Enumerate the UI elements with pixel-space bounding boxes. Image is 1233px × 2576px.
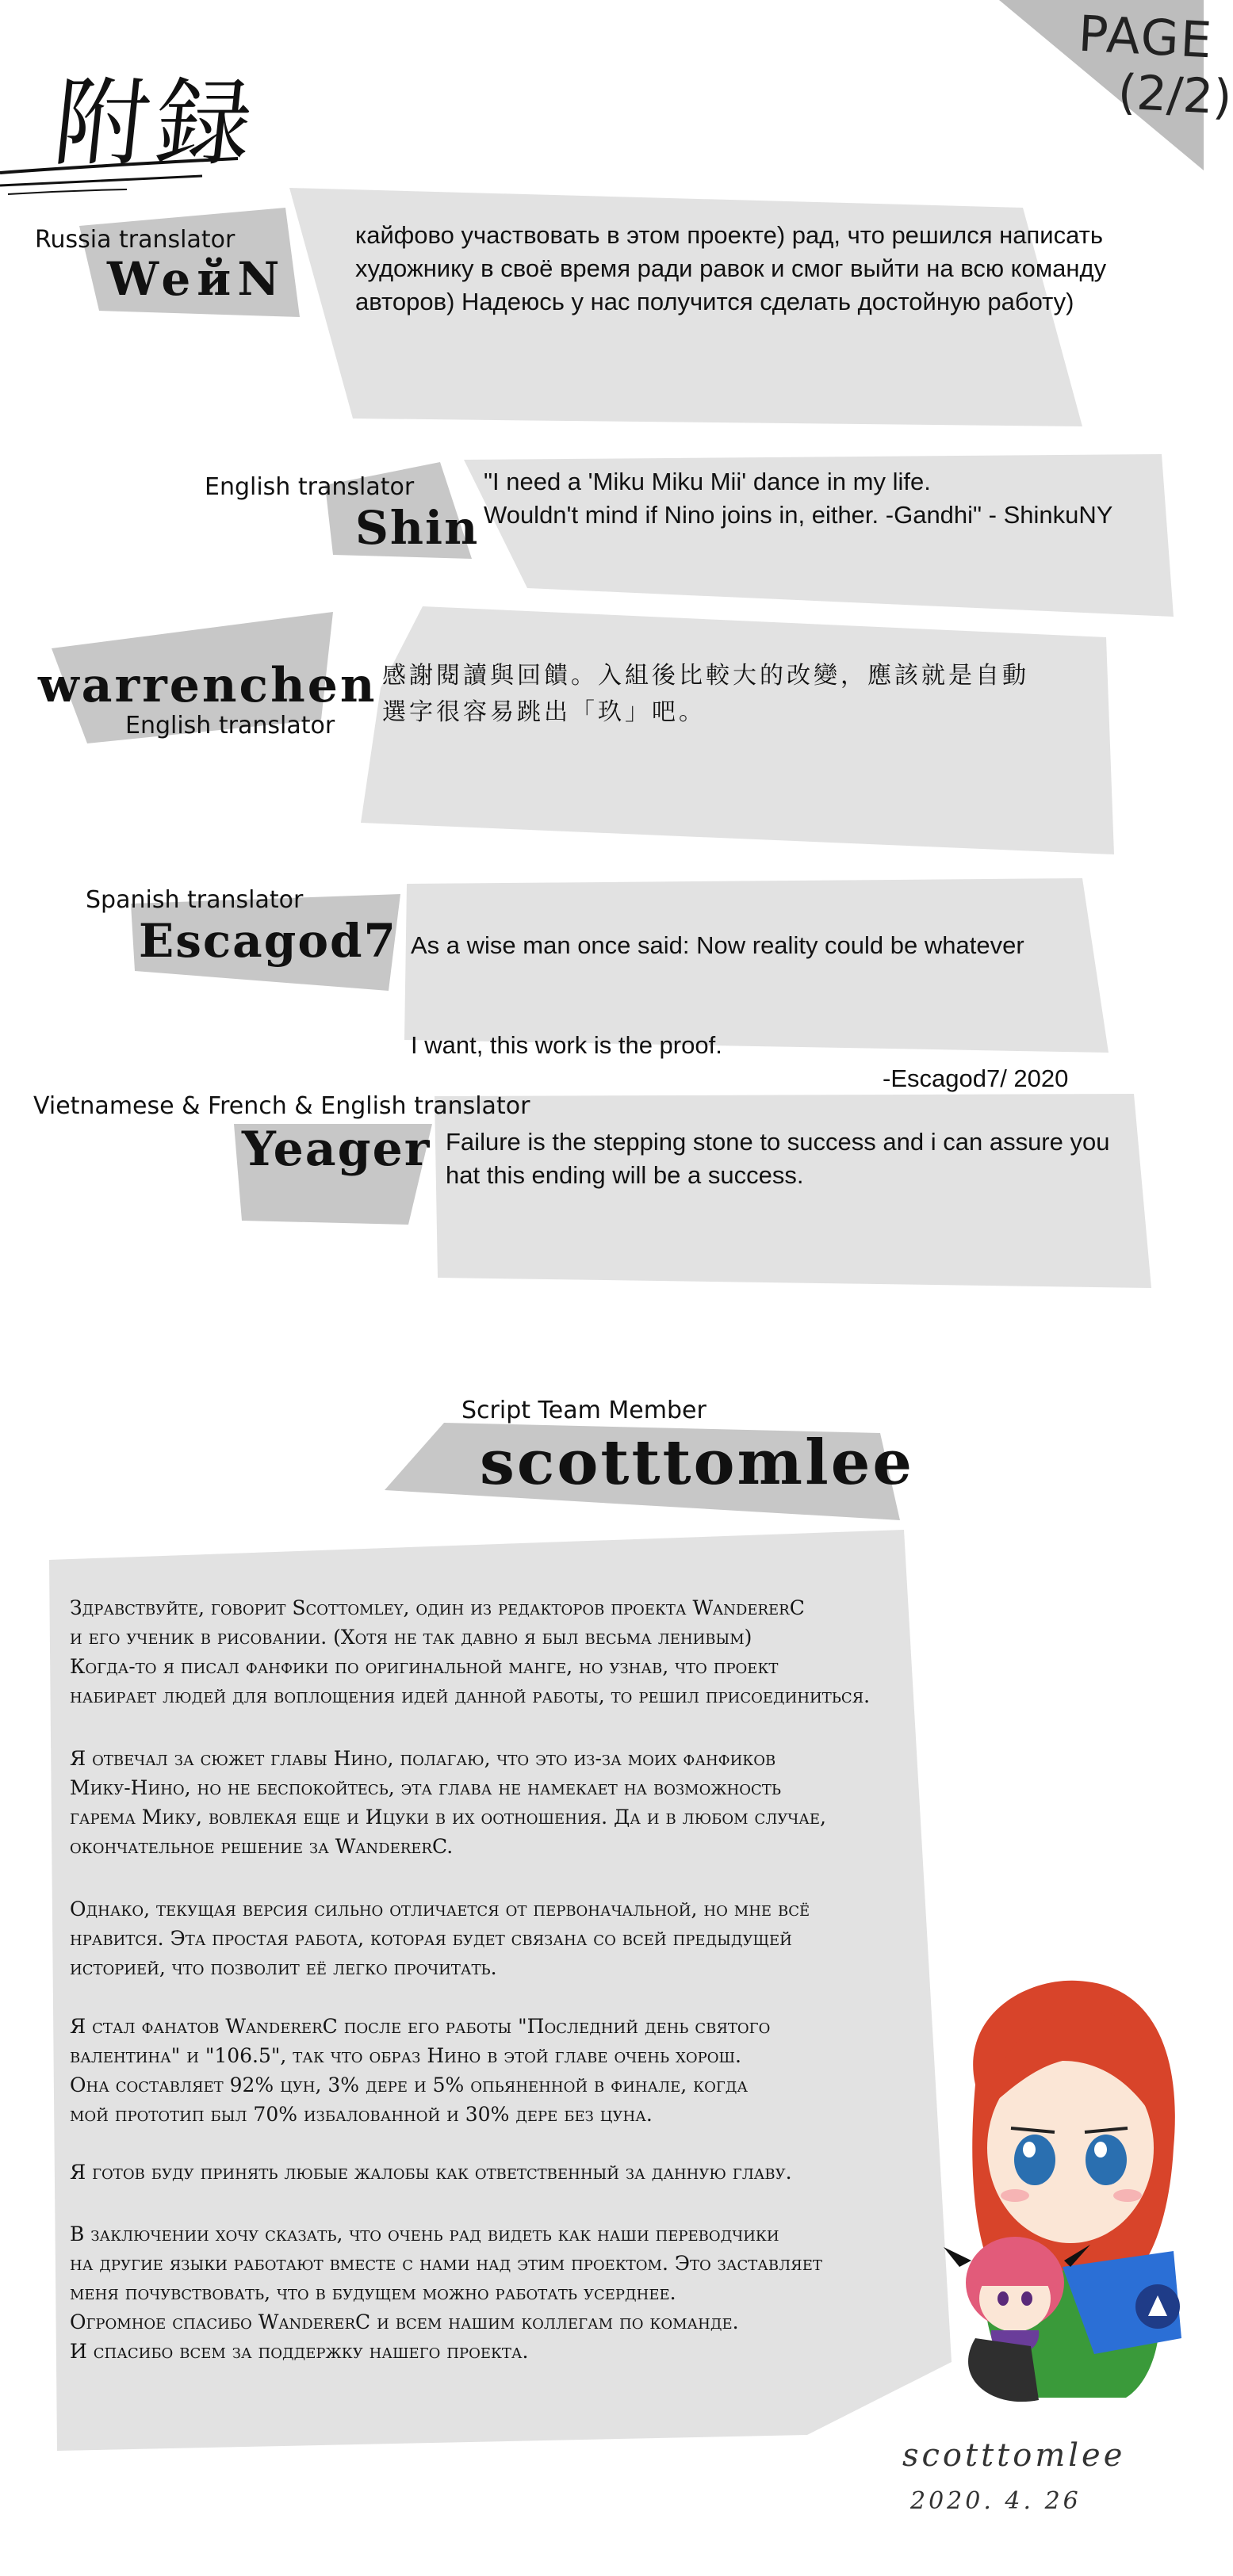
translator-name: Escagod7 xyxy=(139,914,397,968)
translator-name: Yeager xyxy=(242,1122,431,1177)
translator-message: кайфово участвовать в этом проекте) рад, что решился написать художнику в своё время ради равок и смог выйти на всю команду авторов) Надеюсь у нас получится сделать достойную работу) xyxy=(355,221,1107,315)
role-label: Russia translator xyxy=(35,226,235,254)
role-label: English translator xyxy=(205,473,415,501)
translator-name: WeйN xyxy=(107,252,286,306)
role-label: Spanish translator xyxy=(86,886,304,914)
page-number: 2 xyxy=(1135,65,1169,123)
letter-paragraph: В заключении хочу сказать, что очень рад видеть как наши переводчики на другие языки работают вместе с нами над этим проектом. Это заставляет меня почувствовать, что в будущем можно работать усерднее. Огромное спасибо WandererC и всем нашим коллегам по команде. И спасибо всем за поддержку нашего проекта. xyxy=(70,2222,822,2363)
translator-name: warrenchen xyxy=(38,658,377,713)
message-line: As a wise man once said: Now reality could be whatever xyxy=(411,931,1024,959)
message-signoff: -Escagod7/ 2020 xyxy=(883,1064,1069,1092)
page-word: PAGE xyxy=(1077,4,1215,70)
letter-paragraph: Однако, текущая версия сильно отличается от первоначальной, но мне всё нравится. Эта простая работа, которая будет связана со всей предыдущей историей, что позволит её легко прочитать. xyxy=(70,1898,810,1979)
role-label: Vietnamese & French & English translator xyxy=(33,1092,530,1120)
member-name: scotttomlee xyxy=(480,1427,914,1499)
translator-message: "I need a 'Miku Miku Mii' dance in my life. Wouldn't mind if Nino joins in, either. -Gandhi" - ShinkuNY xyxy=(484,468,1113,529)
role-label: English translator xyxy=(125,712,335,740)
page-total: 2 xyxy=(1181,67,1215,125)
page-title: 附録 xyxy=(48,69,264,179)
translator-name: Shin xyxy=(355,501,480,555)
letter-paragraph: Я стал фанатов WandererC после его работы "Последний день святого валентина" и "106.5", так что образ Нино в этой главе очень хорош. Она составляет 92% цун, 3% дере и 5% опьяненной в финале, когда мой прототип был 70% избалованной и 30% дере без цуна. xyxy=(70,2015,771,2126)
letter-paragraph: Я готов буду принять любые жалобы как ответственный за данную главу. xyxy=(70,2161,792,2184)
letter-paragraph: Я отвечал за сюжет главы Нино, полагаю, что это из-за моих фанфиков Мику-Нино, но не беспокойтесь, эта глава не намекает на возможность гарема Мику, вовлекая еще и Ицуки в их оотношения. Да и в любом случае, окончательное решение за WandererC. xyxy=(70,1747,826,1858)
message-text: I want, this work is the proof. xyxy=(411,1031,722,1059)
translator-message: 感謝閱讀與回饋。入組後比較大的改變，應該就是自動 選字很容易跳出「玖」吧。 xyxy=(382,662,1029,726)
translator-message: Failure is the stepping stone to success and i can assure you hat this ending will be a success. xyxy=(446,1128,1110,1189)
signature-date: 2020. 4. 26 xyxy=(910,2487,1082,2515)
chibi-character-illustration xyxy=(944,1966,1189,2410)
signature: scotttomlee xyxy=(902,2437,1126,2474)
letter-paragraph: Здравствуйте, говорит Scottomley, один из редакторов проекта WandererC и его ученик в рисовании. (Хотя не так давно я был весьма ленивым) Когда-то я писал фанфики по оригинальной манге, но узнав, что проект набирает людей для воплощения идей данной работы, то решил присоединиться. xyxy=(70,1596,871,1707)
page-fraction: (2/2) xyxy=(1116,64,1233,126)
role-label: Script Team Member xyxy=(461,1397,706,1424)
